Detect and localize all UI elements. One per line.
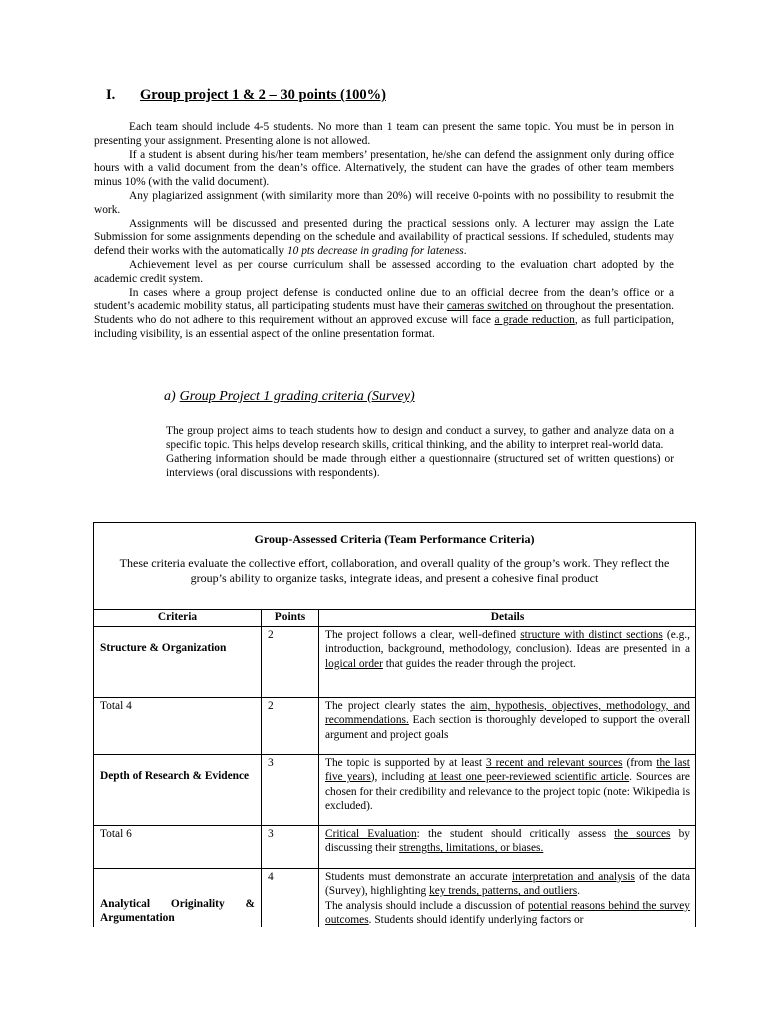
section-heading: [106, 87, 386, 104]
subsection-heading: [164, 389, 415, 405]
criteria-box-title: Group-Assessed Criteria (Team Performance Criteria): [254, 532, 535, 546]
table-header-row: [94, 610, 697, 627]
criteria-name: Depth of Research & Evidence: [100, 770, 250, 782]
intro-paragraph-plagiarism: Any plagiarized assignment (with similarity more than 20%) will receive 0-points with no possibility to resubmit the work.: [94, 189, 674, 216]
intro-paragraph-achievement: Achievement level as per course curriculum shall be assessed according to the evaluation chart adopted by the academic credit system.: [94, 258, 674, 285]
criteria-box: [93, 522, 696, 927]
criteria-box-description: These criteria evaluate the collective effort, collaboration, and overall quality of the group’s work. They reflect the group’s ability to organize tasks, integrate ideas, and present a cohesive final product: [119, 556, 670, 585]
criteria-table: [93, 609, 696, 927]
intro-paragraph-online-defense: In cases where a group project defense is conducted online due to an official decree from the dean’s office or a student’s academic mobility status, all participating students must have their cameras switched on throughout the presentation. Students who do not adhere to this requirement without an approved excuse will face a grade reduction, as full participation, including visibility, is an essential aspect of the online presentation format.: [94, 286, 675, 340]
criteria-total-cell: [94, 826, 262, 869]
table-row: [94, 698, 697, 755]
intro-paragraph-team: Each team should include 4-5 students. No more than 1 team can present the same topic. You must be in person in presenting your assignment. Presenting alone is not allowed.: [94, 121, 674, 147]
intro-paragraph-absence: If a student is absent during his/her team members’ presentation, he/she can defend the assignment only during office hours with a valid document from the dean’s office. Alternatively, the student can have the grades of other team members minus 10% (with the valid document).: [94, 148, 674, 189]
subsection-title: Group Project 1 grading criteria (Survey): [179, 389, 415, 404]
section-number: I.: [106, 87, 116, 103]
criteria-name: Structure & Organization: [100, 642, 227, 654]
criteria-cell: [94, 627, 262, 698]
criteria-total: Total 4: [100, 700, 132, 712]
details-cell: The project clearly states the aim, hypothesis, objectives, methodology, and recommendations. Each section is thoroughly developed to support the overall argument and project goals: [319, 698, 697, 755]
criteria-cell: [94, 869, 262, 928]
subsection-letter: a): [164, 389, 176, 404]
details-cell: Critical Evaluation: the student should critically assess the sources by discussing their strengths, limitations, or biases.: [319, 826, 697, 869]
points-cell: 2: [262, 698, 319, 755]
criteria-name: Analytical Originality & Argumentation: [100, 898, 255, 925]
details-cell: The topic is supported by at least 3 recent and relevant sources (from the last five years), including at least one peer-reviewed scientific article. Sources are chosen for their credibility and relevance to the project topic (note: Wikipedia is excluded).: [319, 755, 697, 826]
lateness-penalty: 10 pts decrease in grading for lateness: [286, 245, 464, 258]
criteria-cell: [94, 755, 262, 826]
table-row: [94, 755, 697, 826]
criteria-column-header: Criteria: [94, 610, 262, 627]
points-cell: 4: [262, 869, 319, 928]
intro-text: [94, 121, 674, 342]
criteria-total: Total 6: [100, 828, 132, 840]
intro-paragraph-late-submission: Assignments will be discussed and presented during the practical sessions only. A lecturer may assign the Late Submission for some assignments depending on the schedule and availability of practical sessions. If scheduled, students may defend their works with the automatically 10 pts decrease in grading for lateness.: [94, 217, 674, 258]
details-cell: The project follows a clear, well-defined structure with distinct sections (e.g., introduction, background, methodology, conclusion). Ideas are presented in a logical order that guides the reader through the project.: [319, 627, 697, 698]
details-cell: Students must demonstrate an accurate interpretation and analysis of the data (Survey), highlighting key trends, patterns, and outliers. The analysis should include a discussion of potential reasons behind the survey outcomes. Students should identify underlying factors or: [319, 869, 697, 928]
subsection-paragraph-aim: The group project aims to teach students how to design and conduct a survey, to gather and analyze data on a specific topic. This helps develop research skills, critical thinking, and the ability to interpret real-world data.: [166, 425, 674, 452]
points-cell: 3: [262, 755, 319, 826]
criteria-total-cell: [94, 698, 262, 755]
details-column-header: Details: [319, 610, 697, 627]
points-cell: 3: [262, 826, 319, 869]
subsection-text: [166, 424, 674, 480]
table-row: [94, 826, 697, 869]
subsection-paragraph-gathering: Gathering information should be made through either a questionnaire (structured set of written questions) or interviews (oral discussions with respondents).: [166, 453, 674, 480]
section-title: Group project 1 & 2 – 30 points (100%): [140, 87, 386, 103]
table-row: [94, 869, 697, 928]
table-row: [94, 627, 697, 698]
points-cell: 2: [262, 627, 319, 698]
points-column-header: Points: [262, 610, 319, 627]
